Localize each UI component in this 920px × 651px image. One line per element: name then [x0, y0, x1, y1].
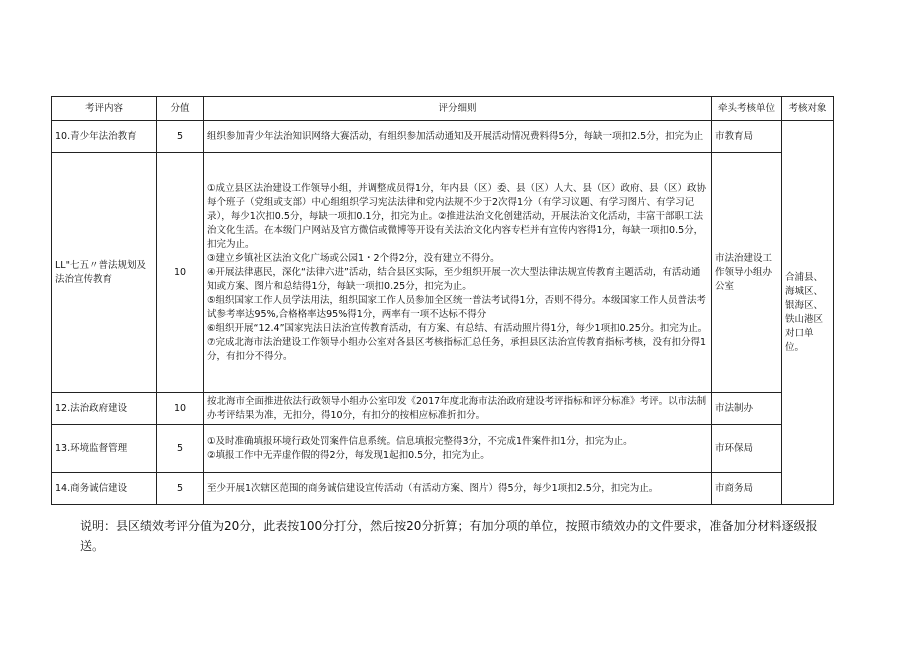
- row-detail: [204, 121, 712, 153]
- header-detail: 评分细则: [204, 97, 712, 121]
- detail-line: 按北海市全面推进依法行政领导小组办公室印发《2017年度北海市法治政府建设考评指标和评分标准》考评。以市法制办考评结果为准，无扣分，得10分，有扣分的按相应标准折扣分。: [207, 395, 707, 421]
- row-item: LL"七五〃普法规划及法治宣传教育: [52, 153, 157, 393]
- assessment-table: [51, 96, 834, 505]
- detail-line: ⑦完成北海市法治建设工作领导小组办公室对各县区考核指标汇总任务，承担县区法治宣传教育指标考核，没有扣分得1分，有扣分不得分。: [207, 336, 707, 362]
- table-row: [52, 473, 834, 505]
- header-score: 分值: [157, 97, 204, 121]
- row-score: 5: [157, 473, 204, 505]
- table-header-row: [52, 97, 834, 121]
- table-row: [52, 121, 834, 153]
- detail-line: ⑥组织开展“12.4”国家宪法日法治宣传教育活动，有方案、有总结、有活动照片得1分，每少1项扣0.25分。扣完为止。: [207, 322, 708, 334]
- row-lead-unit: 市教育局: [712, 121, 782, 153]
- row-score: 5: [157, 425, 204, 473]
- detail-line: ③建立乡镇社区法治文化广场或公园1・2个得2分，没有建立不得分。: [207, 252, 500, 264]
- detail-line: ④开展法律惠民，深化“法律六进”活动，结合县区实际，至少组织开展一次大型法律法规宣传教育主题活动，有活动通知或方案、图片和总结得1分，每缺一项扣0.25分，扣完为止。: [207, 266, 701, 292]
- header-lead-unit: 牵头考核单位: [712, 97, 782, 121]
- row-lead-unit: 市法制办: [712, 393, 782, 425]
- table-row: [52, 393, 834, 425]
- row-lead-unit: 市法治建设工作领导小组办公室: [712, 153, 782, 393]
- detail-line: ①成立县区法治建设工作领导小组，并调整成员得1分，年内县（区）委、县（区）人大、县（区）政府、县（区）政协每个班子（党组或支部）中心组组织学习宪法法律和党内法规不少于2次得1分（有学习议题、有学习图片、有学习记录），每少1次扣0.5分，每缺一项扣0.1分，扣完为止。②推进法治文化创建活动，开展法治文化活动，丰富干部职工法治文化生活。在本级门户网站及官方微信或微博等开设有关法治文化内容专栏并有宣传内容得1分，每缺一项扣0.5分，扣完为止。: [207, 182, 707, 250]
- detail-line: ②填报工作中无弄虚作假的得2分，每发现1起扣0.5分，扣完为止。: [207, 449, 490, 461]
- table-row: [52, 153, 834, 393]
- header-item: 考评内容: [52, 97, 157, 121]
- row-item: 12.法治政府建设: [52, 393, 157, 425]
- row-lead-unit: 市环保局: [712, 425, 782, 473]
- footnote: 说明：县区绩效考评分值为20分，此表按100分打分，然后按20分折算；有加分项的单位，按照市绩效办的文件要求，准备加分材料逐级报送。: [80, 519, 818, 553]
- row-detail: [204, 473, 712, 505]
- row-item: 10.青少年法治教育: [52, 121, 157, 153]
- row-item: 14.商务诚信建设: [52, 473, 157, 505]
- detail-line: 组织参加青少年法治知识网络大赛活动，有组织参加活动通知及开展活动情况费料得5分，每缺一项扣2.5分，扣完为止: [207, 130, 704, 142]
- row-score: 5: [157, 121, 204, 153]
- row-score: 10: [157, 153, 204, 393]
- header-target: 考核对象: [782, 97, 834, 121]
- row-detail: [204, 393, 712, 425]
- detail-line: ①及时准确填报环境行政处罚案件信息系统。信息填报完整得3分，不完成1件案件扣1分，扣完为止。: [207, 435, 633, 447]
- row-target: 合浦县、海城区、银海区、铁山港区对口单位。: [782, 121, 834, 505]
- row-detail: [204, 153, 712, 393]
- row-item: 13.环境监督管理: [52, 425, 157, 473]
- detail-line: 至少开展1次辖区范围的商务诚信建设宣传活动（有活动方案、图片）得5分，每少1项扣2.5分，扣完为止。: [207, 482, 659, 494]
- detail-line: ⑤组织国家工作人员学法用法，组织国家工作人员参加全区统一普法考试得1分，否则不得分。本级国家工作人员普法考试参考率达95%,合格格率达95%得1分，两率有一项不达标不得分: [207, 294, 707, 320]
- row-lead-unit: 市商务局: [712, 473, 782, 505]
- table-row: [52, 425, 834, 473]
- row-detail: [204, 425, 712, 473]
- row-score: 10: [157, 393, 204, 425]
